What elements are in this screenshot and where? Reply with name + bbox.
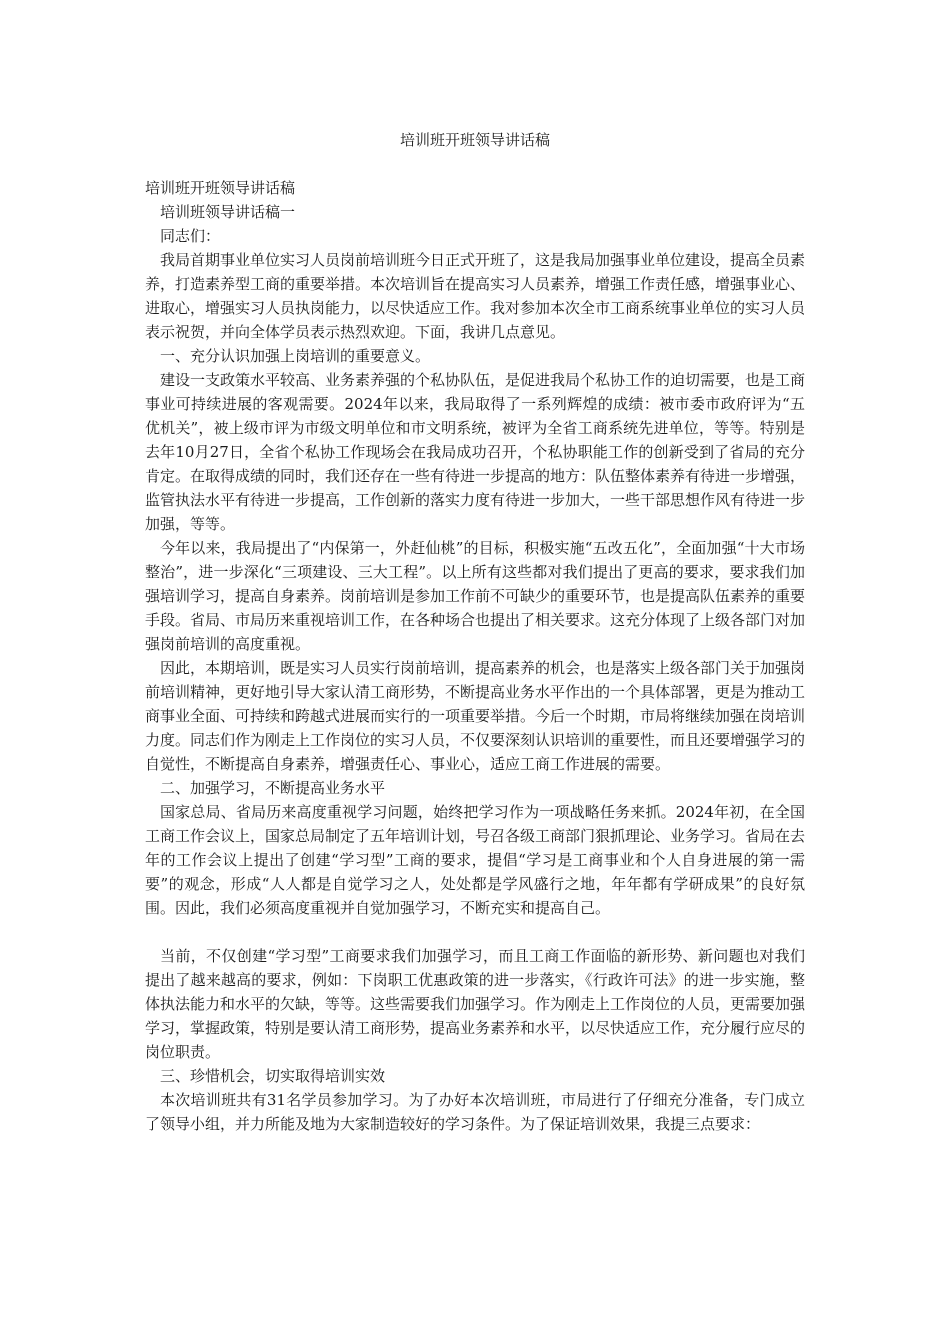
paragraph: 培训班领导讲话稿一	[160, 203, 296, 221]
paragraph: 二、加强学习，不断提高业务水平	[160, 779, 386, 797]
document-body	[145, 176, 805, 1136]
paragraph: 建设一支政策水平较高、业务素养强的个私协队伍，是促进我局个私协工作的迫切需要，也是工商事业可持续进展的客观需要。2024年以来，我局取得了一系列辉煌的成绩：被市委市政府评为“五优机关”，被上级市评为市级文明单位和市文明系统，被评为全省工商系统先进单位，等等。特别是去年10月27日，全省个私协工作现场会在我局成功召开，个私协职能工作的创新受到了省局的充分肯定。在取得成绩的同时，我们还存在一些有待进一步提高的地方：队伍整体素养有待进一步增强，监管执法水平有待进一步提高，工作创新的落实力度有待进一步加大，一些干部思想作风有待进一步加强，等等。	[145, 371, 806, 533]
paragraph: 一、充分认识加强上岗培训的重要意义。	[160, 347, 431, 365]
paragraph: 当前，不仅创建“学习型”工商要求我们加强学习，而且工商工作面临的新形势、新问题也对我们提出了越来越高的要求，例如：下岗职工优惠政策的进一步落实，《行政许可法》的进一步实施，整体执法能力和水平的欠缺，等等。这些需要我们加强学习。作为刚走上工作岗位的人员，更需要加强学习，掌握政策，特别是要认清工商形势，提高业务素养和水平，以尽快适应工作，充分履行应尽的岗位职责。	[145, 947, 806, 1061]
paragraph: 因此，本期培训，既是实习人员实行岗前培训，提高素养的机会，也是落实上级各部门关于加强岗前培训精神，更好地引导大家认清工商形势，不断提高业务水平作出的一个具体部署，更是为推动工商事业全面、可持续和跨越式进展而实行的一项重要举措。今后一个时期，市局将继续加强在岗培训力度。同志们作为刚走上工作岗位的实习人员，不仅要深刻认识培训的重要性，而且还要增强学习的自觉性，不断提高自身素养，增强责任心、事业心，适应工商工作进展的需要。	[145, 659, 806, 773]
paragraph: 本次培训班共有31名学员参加学习。为了办好本次培训班，市局进行了仔细充分准备，专门成立了领导小组，并力所能及地为大家制造较好的学习条件。为了保证培训效果，我提三点要求：	[145, 1091, 805, 1133]
paragraph: 同志们：	[160, 227, 221, 245]
paragraph: 三、珍惜机会，切实取得培训实效	[160, 1067, 386, 1085]
paragraph: 我局首期事业单位实习人员岗前培训班今日正式开班了，这是我局加强事业单位建设，提高全员素养，打造素养型工商的重要举措。本次培训旨在提高实习人员素养，增强工作责任感，增强事业心、进取心，增强实习人员执岗能力，以尽快适应工作。我对参加本次全市工商系统事业单位的实习人员表示祝贺，并向全体学员表示热烈欢迎。下面，我讲几点意见。	[145, 251, 806, 341]
paragraph: 国家总局、省局历来高度重视学习问题，始终把学习作为一项战略任务来抓。2024年初，在全国工商工作会议上，国家总局制定了五年培训计划，号召各级工商部门狠抓理论、业务学习。省局在去年的工作会议上提出了创建“学习型”工商的要求，提倡“学习是工商事业和个人自身进展的第一需要”的观念，形成“人人都是自觉学习之人，处处都是学风盛行之地，年年都有学研成果”的良好氛围。因此，我们必须高度重视并自觉加强学习，不断充实和提高自己。	[145, 803, 806, 917]
paragraph: 今年以来，我局提出了“内保第一，外赶仙桃”的目标，积极实施“五改五化”，全面加强“十大市场整治”，进一步深化“三项建设、三大工程”。以上所有这些都对我们提出了更高的要求，要求我们加强培训学习，提高自身素养。岗前培训是参加工作前不可缺少的重要环节，也是提高队伍素养的重要手段。省局、市局历来重视培训工作，在各种场合也提出了相关要求。这充分体现了上级各部门对加强岗前培训的高度重视。	[145, 539, 806, 653]
document-title: 培训班开班领导讲话稿	[399, 131, 550, 149]
paragraph-gap	[145, 920, 805, 944]
paragraph: 培训班开班领导讲话稿	[145, 179, 296, 197]
